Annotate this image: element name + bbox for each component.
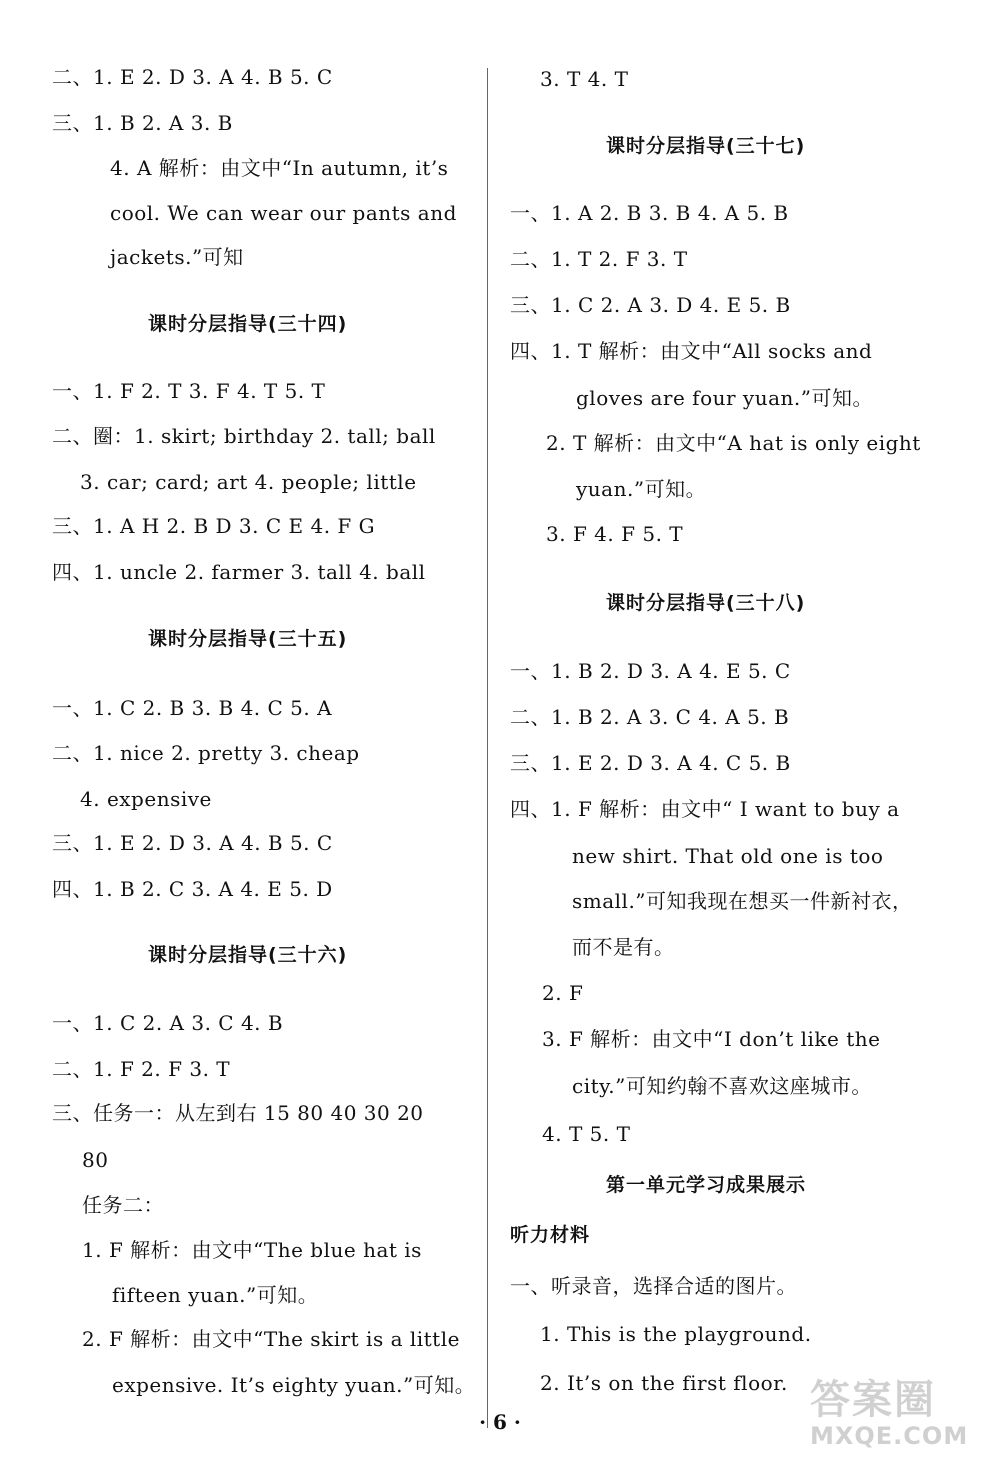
answer-line: 三、1. E 2. D 3. A 4. C 5. B (510, 751, 791, 775)
answer-line: expensive. It’s eighty yuan.”可知。 (112, 1373, 476, 1397)
section-heading-38: 课时分层指导(三十八) (606, 592, 806, 614)
answer-line: 三、1. B 2. A 3. B (52, 111, 233, 135)
answer-line: 4. T 5. T (542, 1122, 631, 1146)
answer-line: jackets.”可知 (110, 245, 244, 269)
answer-line: 4. expensive (80, 787, 212, 811)
watermark-logo (810, 1378, 980, 1454)
answer-line: 三、1. C 2. A 3. D 4. E 5. B (510, 293, 791, 317)
answer-line: 3. car; card; art 4. people; little (80, 470, 417, 494)
answer-line: 任务二： (82, 1193, 164, 1217)
watermark-bottom: MXQE.COM (810, 1422, 969, 1450)
answer-line: gloves are four yuan.”可知。 (576, 386, 873, 410)
watermark-top: 答案圈 (810, 1377, 936, 1423)
answer-line: 四、1. B 2. C 3. A 4. E 5. D (52, 877, 333, 901)
section-heading-36: 课时分层指导(三十六) (148, 944, 348, 966)
answer-line: 4. A 解析：由文中“In autumn, it’s (110, 156, 449, 180)
unit-heading: 第一单元学习成果展示 (606, 1174, 807, 1196)
column-divider (487, 68, 488, 1428)
answer-line: city.”可知约翰不喜欢这座城市。 (572, 1074, 872, 1098)
answer-line: 四、1. uncle 2. farmer 3. tall 4. ball (52, 560, 426, 584)
answer-line: 二、圈：1. skirt; birthday 2. tall; ball (52, 424, 436, 448)
answer-line: 四、1. T 解析：由文中“All socks and (510, 339, 873, 363)
answer-line: 3. F 4. F 5. T (546, 522, 684, 546)
answer-line: 一、1. C 2. B 3. B 4. C 5. A (52, 696, 333, 720)
answer-line: small.”可知我现在想买一件新衬衣， (572, 889, 913, 913)
answer-line: 3. T 4. T (540, 67, 629, 91)
section-heading-34: 课时分层指导(三十四) (148, 313, 348, 335)
answer-line: 1. This is the playground. (540, 1322, 812, 1346)
answer-line: 二、1. B 2. A 3. C 4. A 5. B (510, 705, 790, 729)
answer-line: 三、1. A H 2. B D 3. C E 4. F G (52, 514, 376, 538)
answer-line: 而不是有。 (572, 935, 675, 959)
answer-line: 2. T 解析：由文中“A hat is only eight (546, 431, 921, 455)
answer-line: 一、1. B 2. D 3. A 4. E 5. C (510, 659, 791, 683)
answer-line: 2. F (542, 981, 584, 1005)
answer-line: 2. It’s on the first floor. (540, 1371, 788, 1395)
answer-line: 3. F 解析：由文中“I don’t like the (542, 1027, 881, 1051)
answer-line: 三、任务一：从左到右 15 80 40 30 20 (52, 1101, 424, 1125)
answer-line: 一、听录音，选择合适的图片。 (510, 1274, 797, 1298)
answer-line: 一、1. F 2. T 3. F 4. T 5. T (52, 379, 326, 403)
answer-line: 一、1. C 2. A 3. C 4. B (52, 1011, 284, 1035)
answer-line: 二、1. T 2. F 3. T (510, 247, 688, 271)
answer-line: 四、1. F 解析：由文中“ I want to buy a (510, 797, 900, 821)
answer-line: 三、1. E 2. D 3. A 4. B 5. C (52, 831, 333, 855)
answer-line: 1. F 解析：由文中“The blue hat is (82, 1238, 422, 1262)
answer-line: fifteen yuan.”可知。 (112, 1283, 319, 1307)
listening-materials-label: 听力材料 (510, 1224, 591, 1246)
answer-line: 二、1. F 2. F 3. T (52, 1057, 231, 1081)
answer-line: 2. F 解析：由文中“The skirt is a little (82, 1327, 460, 1351)
answer-line: 一、1. A 2. B 3. B 4. A 5. B (510, 201, 789, 225)
answer-line: cool. We can wear our pants and (110, 201, 457, 225)
answer-line: yuan.”可知。 (576, 477, 707, 501)
answer-line: 二、1. E 2. D 3. A 4. B 5. C (52, 65, 333, 89)
answer-line: new shirt. That old one is too (572, 844, 884, 868)
page-number: · 6 · (479, 1410, 521, 1434)
answer-line: 80 (82, 1148, 109, 1172)
answer-line: 二、1. nice 2. pretty 3. cheap (52, 741, 360, 765)
section-heading-37: 课时分层指导(三十七) (606, 135, 806, 157)
section-heading-35: 课时分层指导(三十五) (148, 628, 348, 650)
